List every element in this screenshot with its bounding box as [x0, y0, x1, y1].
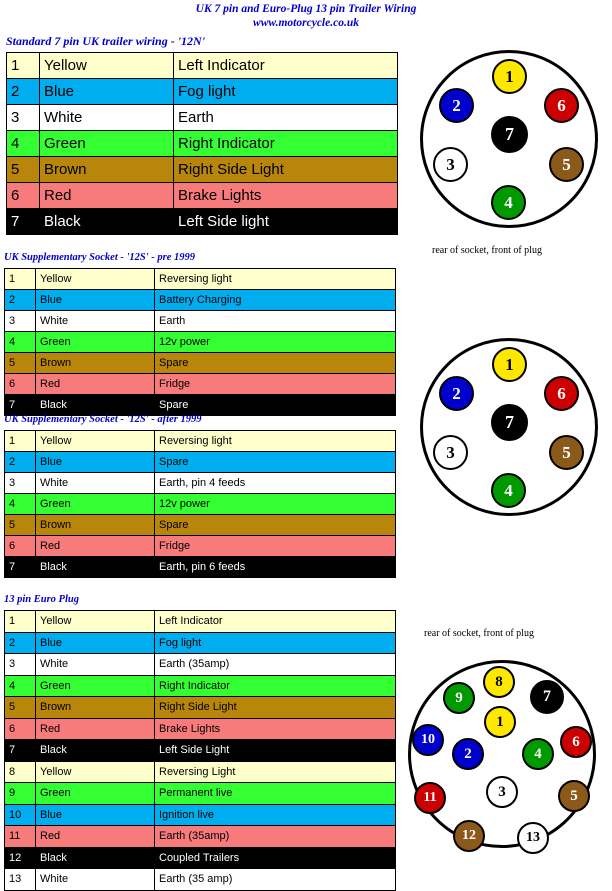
pin-number: 3: [7, 105, 40, 131]
wire-function: Spare: [155, 395, 396, 416]
socket-diagram-13pin: [400, 652, 598, 862]
pin-number: 5: [7, 157, 40, 183]
wire-function: Earth (35 amp): [155, 869, 396, 891]
pin-number: 2: [5, 452, 36, 473]
wire-colour: Black: [40, 209, 174, 235]
pin-number: 1: [5, 269, 36, 290]
wire-function: Left Indicator: [174, 53, 398, 79]
pin-number: 2: [5, 632, 36, 654]
section-title-12s-pre: UK Supplementary Socket - '12S' - pre 1999: [4, 252, 196, 263]
pin-6: 6: [544, 376, 579, 411]
pin-3: 3: [486, 776, 518, 808]
table-row: [7, 209, 398, 235]
table-row: [5, 740, 396, 762]
wire-function: Left Side light: [174, 209, 398, 235]
wire-colour: White: [36, 473, 155, 494]
pin-3: 3: [433, 435, 468, 470]
wire-function: Battery Charging: [155, 290, 396, 311]
wire-colour: Blue: [36, 632, 155, 654]
wire-colour: Green: [40, 131, 174, 157]
wire-function: Left Side Light: [155, 740, 396, 762]
wire-function: Spare: [155, 515, 396, 536]
table-euro13: [4, 610, 396, 891]
pin-number: 12: [5, 847, 36, 869]
wire-function: Reversing light: [155, 431, 396, 452]
wire-colour: White: [36, 869, 155, 891]
section-title-12s-post: UK Supplementary Socket - '12S' - after 1999: [4, 414, 202, 425]
wire-colour: Brown: [36, 353, 155, 374]
wire-function: Reversing light: [155, 269, 396, 290]
pin-7: 7: [491, 404, 528, 441]
wire-colour: Red: [36, 826, 155, 848]
wire-colour: Brown: [36, 697, 155, 719]
pin-number: 13: [5, 869, 36, 891]
table-row: [5, 515, 396, 536]
pin-3: 3: [433, 147, 468, 182]
wire-function: 12v power: [155, 332, 396, 353]
table-row: [7, 131, 398, 157]
wire-function: Permanent live: [155, 783, 396, 805]
pin-number: 7: [5, 740, 36, 762]
wire-function: Earth: [174, 105, 398, 131]
wire-function: Spare: [155, 452, 396, 473]
pin-2: 2: [439, 376, 474, 411]
wire-function: Brake Lights: [155, 718, 396, 740]
table-row: [5, 311, 396, 332]
pin-5: 5: [558, 780, 590, 812]
wire-function: Right Indicator: [155, 675, 396, 697]
wire-colour: Yellow: [36, 269, 155, 290]
wire-colour: Yellow: [36, 611, 155, 633]
section-title-uk7: Standard 7 pin UK trailer wiring - '12N': [6, 34, 206, 48]
table-row: [5, 697, 396, 719]
pin-number: 7: [5, 557, 36, 578]
pin-13: 13: [517, 822, 549, 854]
table-row: [5, 353, 396, 374]
pin-number: 3: [5, 311, 36, 332]
pin-number: 11: [5, 826, 36, 848]
table-12s-post: [4, 430, 396, 578]
pin-5: 5: [549, 147, 584, 182]
pin-number: 4: [5, 332, 36, 353]
wire-colour: Blue: [36, 804, 155, 826]
wire-colour: Red: [36, 536, 155, 557]
wire-colour: Blue: [36, 452, 155, 473]
header-website: www.motorcycle.co.uk: [253, 17, 359, 29]
pin-number: 2: [7, 79, 40, 105]
table-row: [5, 869, 396, 891]
pin-number: 5: [5, 353, 36, 374]
wire-colour: Green: [36, 783, 155, 805]
table-row: [7, 157, 398, 183]
pin-8: 8: [483, 666, 515, 698]
wire-colour: White: [36, 311, 155, 332]
pin-number: 3: [5, 473, 36, 494]
wire-function: Coupled Trailers: [155, 847, 396, 869]
table-row: [5, 536, 396, 557]
pin-7: 7: [491, 116, 528, 153]
pin-4: 4: [491, 185, 526, 220]
wire-colour: Yellow: [36, 431, 155, 452]
wire-function: Fridge: [155, 374, 396, 395]
wire-function: Right Indicator: [174, 131, 398, 157]
table-row: [5, 452, 396, 473]
wire-colour: Red: [36, 718, 155, 740]
table-row: [5, 473, 396, 494]
wire-colour: Red: [40, 183, 174, 209]
section-title-euro13: 13 pin Euro Plug: [4, 594, 79, 605]
pin-6: 6: [560, 726, 592, 758]
pin-number: 6: [7, 183, 40, 209]
pin-number: 4: [5, 675, 36, 697]
table-row: [5, 269, 396, 290]
table-row: [7, 183, 398, 209]
wire-function: Reversing Light: [155, 761, 396, 783]
wire-function: 12v power: [155, 494, 396, 515]
wire-function: Earth (35amp): [155, 654, 396, 676]
table-row: [5, 395, 396, 416]
wire-function: Right Side Light: [155, 697, 396, 719]
wire-colour: Blue: [40, 79, 174, 105]
wire-colour: Black: [36, 395, 155, 416]
pin-4: 4: [522, 738, 554, 770]
pin-12: 12: [453, 820, 485, 852]
wire-colour: Red: [36, 374, 155, 395]
table-12s-pre: [4, 268, 396, 416]
pin-number: 6: [5, 718, 36, 740]
table-row: [5, 557, 396, 578]
pin-number: 1: [7, 53, 40, 79]
pin-7: 7: [530, 680, 564, 714]
table-row: [5, 374, 396, 395]
table-row: [5, 431, 396, 452]
wire-colour: White: [40, 105, 174, 131]
table-row: [5, 783, 396, 805]
pin-number: 5: [5, 697, 36, 719]
pin-1: 1: [492, 59, 527, 94]
table-row: [7, 79, 398, 105]
wire-function: Ignition live: [155, 804, 396, 826]
pin-number: 4: [5, 494, 36, 515]
table-row: [5, 632, 396, 654]
header-title: UK 7 pin and Euro-Plug 13 pin Trailer Wiring: [195, 3, 417, 15]
table-row: [5, 290, 396, 311]
socket-diagram-7pin-mid: [420, 338, 598, 516]
pin-1: 1: [484, 706, 516, 738]
table-row: [5, 611, 396, 633]
wire-function: Right Side Light: [174, 157, 398, 183]
table-row: [5, 675, 396, 697]
pin-number: 10: [5, 804, 36, 826]
wire-function: Fog light: [155, 632, 396, 654]
caption-socket-euro: rear of socket, front of plug: [424, 628, 534, 639]
pin-number: 6: [5, 374, 36, 395]
pin-number: 5: [5, 515, 36, 536]
pin-2: 2: [439, 88, 474, 123]
pin-number: 4: [7, 131, 40, 157]
pin-number: 9: [5, 783, 36, 805]
pin-number: 7: [5, 395, 36, 416]
pin-number: 7: [7, 209, 40, 235]
wire-function: Earth, pin 6 feeds: [155, 557, 396, 578]
wire-function: Left Indicator: [155, 611, 396, 633]
wire-colour: Green: [36, 332, 155, 353]
pin-number: 1: [5, 611, 36, 633]
table-row: [7, 53, 398, 79]
pin-1: 1: [492, 347, 527, 382]
wire-colour: Brown: [40, 157, 174, 183]
pin-number: 1: [5, 431, 36, 452]
table-row: [5, 654, 396, 676]
wire-function: Spare: [155, 353, 396, 374]
wire-colour: White: [36, 654, 155, 676]
socket-diagram-7pin-top: [420, 50, 598, 228]
table-row: [5, 847, 396, 869]
wire-colour: Yellow: [40, 53, 174, 79]
wire-colour: Black: [36, 740, 155, 762]
pin-5: 5: [549, 435, 584, 470]
table-uk7: [6, 52, 398, 235]
wire-function: Earth: [155, 311, 396, 332]
caption-socket-top: rear of socket, front of plug: [432, 245, 542, 256]
table-row: [5, 332, 396, 353]
pin-number: 2: [5, 290, 36, 311]
wire-colour: Black: [36, 557, 155, 578]
pin-9: 9: [443, 682, 475, 714]
wire-function: Fog light: [174, 79, 398, 105]
wire-colour: Black: [36, 847, 155, 869]
wire-colour: Blue: [36, 290, 155, 311]
table-row: [5, 494, 396, 515]
pin-10: 10: [412, 724, 444, 756]
wire-colour: Green: [36, 494, 155, 515]
wire-colour: Brown: [36, 515, 155, 536]
pin-11: 11: [414, 782, 446, 814]
pin-number: 3: [5, 654, 36, 676]
table-row: [5, 804, 396, 826]
pin-2: 2: [452, 738, 484, 770]
page-header: [0, 2, 612, 30]
wire-colour: Yellow: [36, 761, 155, 783]
table-row: [5, 718, 396, 740]
table-row: [7, 105, 398, 131]
table-row: [5, 826, 396, 848]
wire-function: Earth, pin 4 feeds: [155, 473, 396, 494]
pin-6: 6: [544, 88, 579, 123]
wire-function: Fridge: [155, 536, 396, 557]
pin-number: 8: [5, 761, 36, 783]
pin-number: 6: [5, 536, 36, 557]
wire-function: Brake Lights: [174, 183, 398, 209]
table-row: [5, 761, 396, 783]
wire-function: Earth (35amp): [155, 826, 396, 848]
wire-colour: Green: [36, 675, 155, 697]
pin-4: 4: [491, 473, 526, 508]
